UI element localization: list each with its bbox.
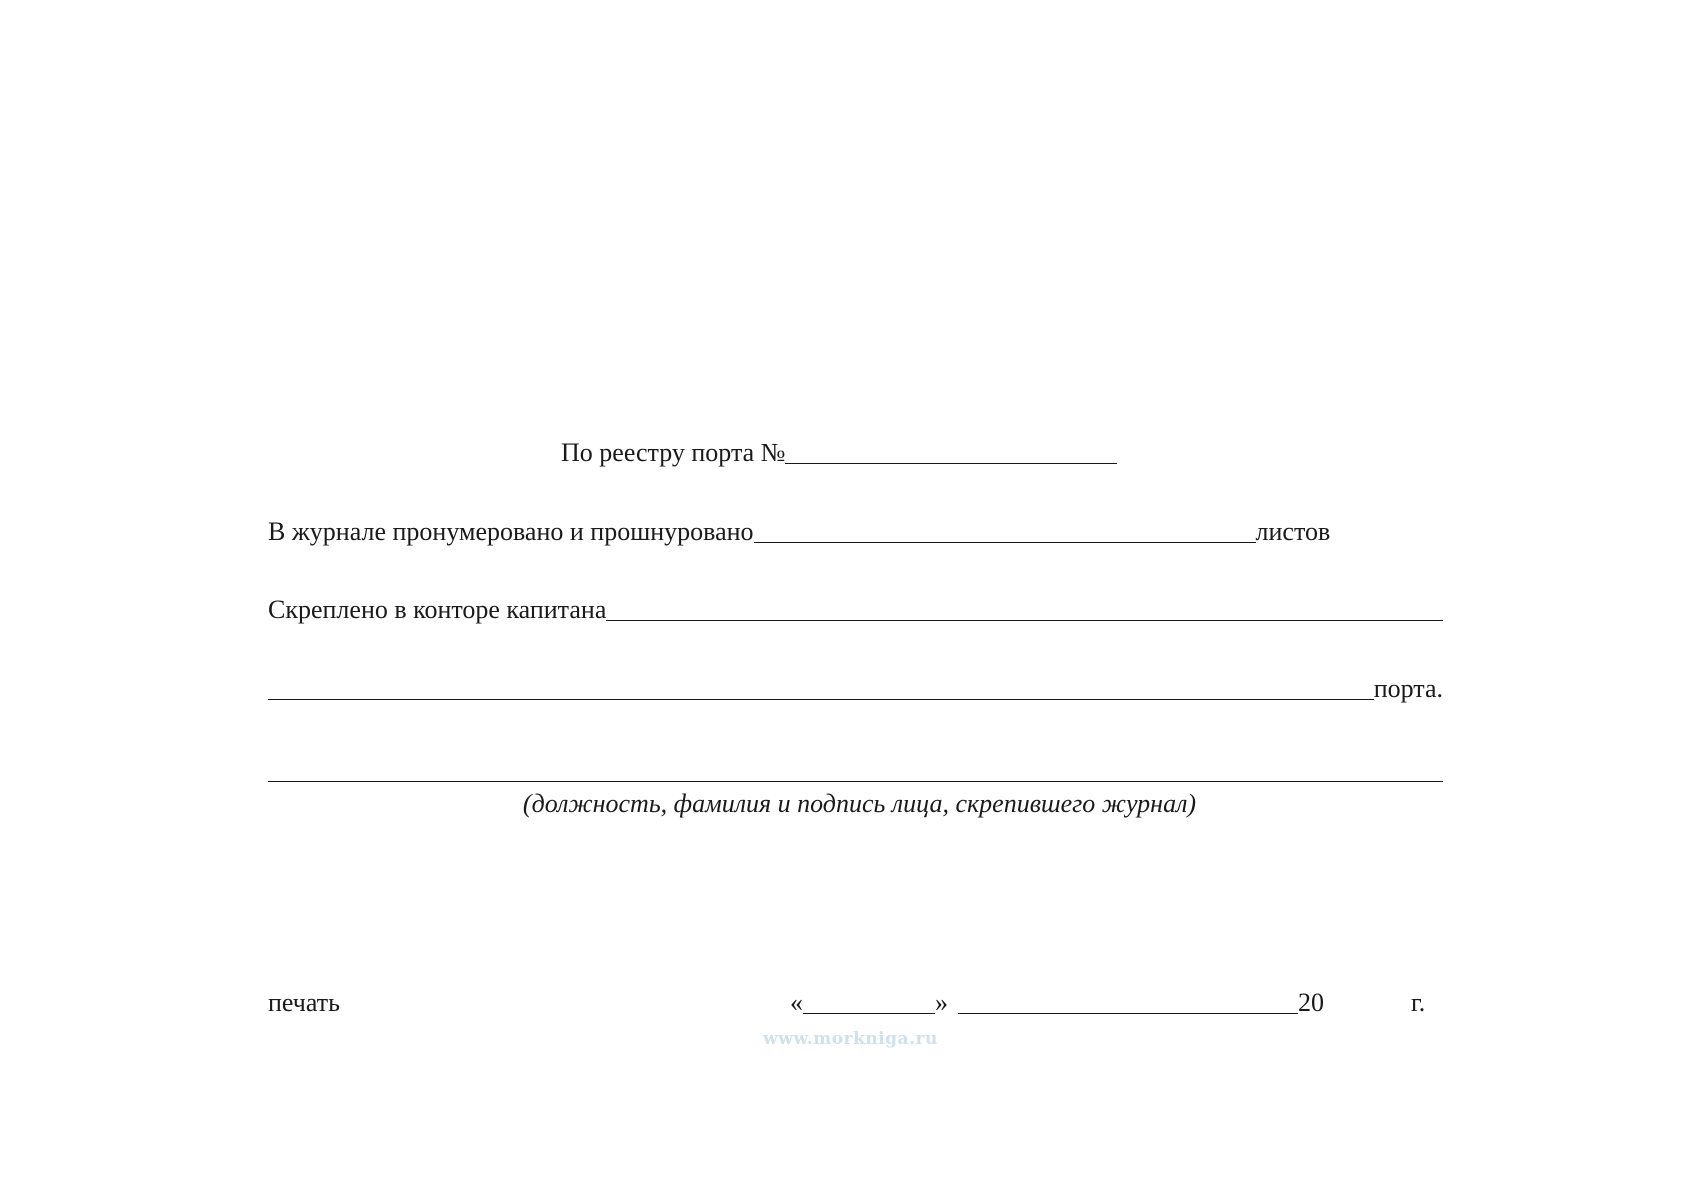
year-suffix: г. [1410,988,1426,1017]
captain-office-label: Скреплено в конторе капитана [268,595,607,624]
signature-blank [268,780,1443,782]
sheets-count-blank [754,541,1256,543]
signature-caption: (должность, фамилия и подпись лица, скрепившего журнал) [522,789,1197,818]
seal-label: печать [268,988,340,1017]
registry-number-row [268,434,1443,470]
seal-date-row [268,984,1443,1020]
month-blank [958,1012,1298,1014]
port-name-blank [268,698,1374,700]
captain-office-blank [606,619,1443,621]
year-prefix: 20 [1297,988,1324,1017]
registry-number-blank [785,462,1117,464]
signature-row [268,750,1443,786]
sheets-count-label: В журнале пронумеровано и прошнуровано [268,517,754,546]
watermark: www.morkniga.ru [763,1029,938,1049]
registry-number-label: По реестру порта № [561,438,786,467]
quote-open: « [789,988,803,1017]
document-form [268,0,1443,1200]
day-blank [803,1012,935,1014]
quote-close: » [934,988,948,1017]
sheets-count-suffix: листов [1255,517,1331,546]
captain-office-row [268,591,1443,627]
port-name-suffix: порта. [1373,674,1443,703]
sheets-count-row [268,513,1443,549]
port-name-row [268,670,1443,706]
